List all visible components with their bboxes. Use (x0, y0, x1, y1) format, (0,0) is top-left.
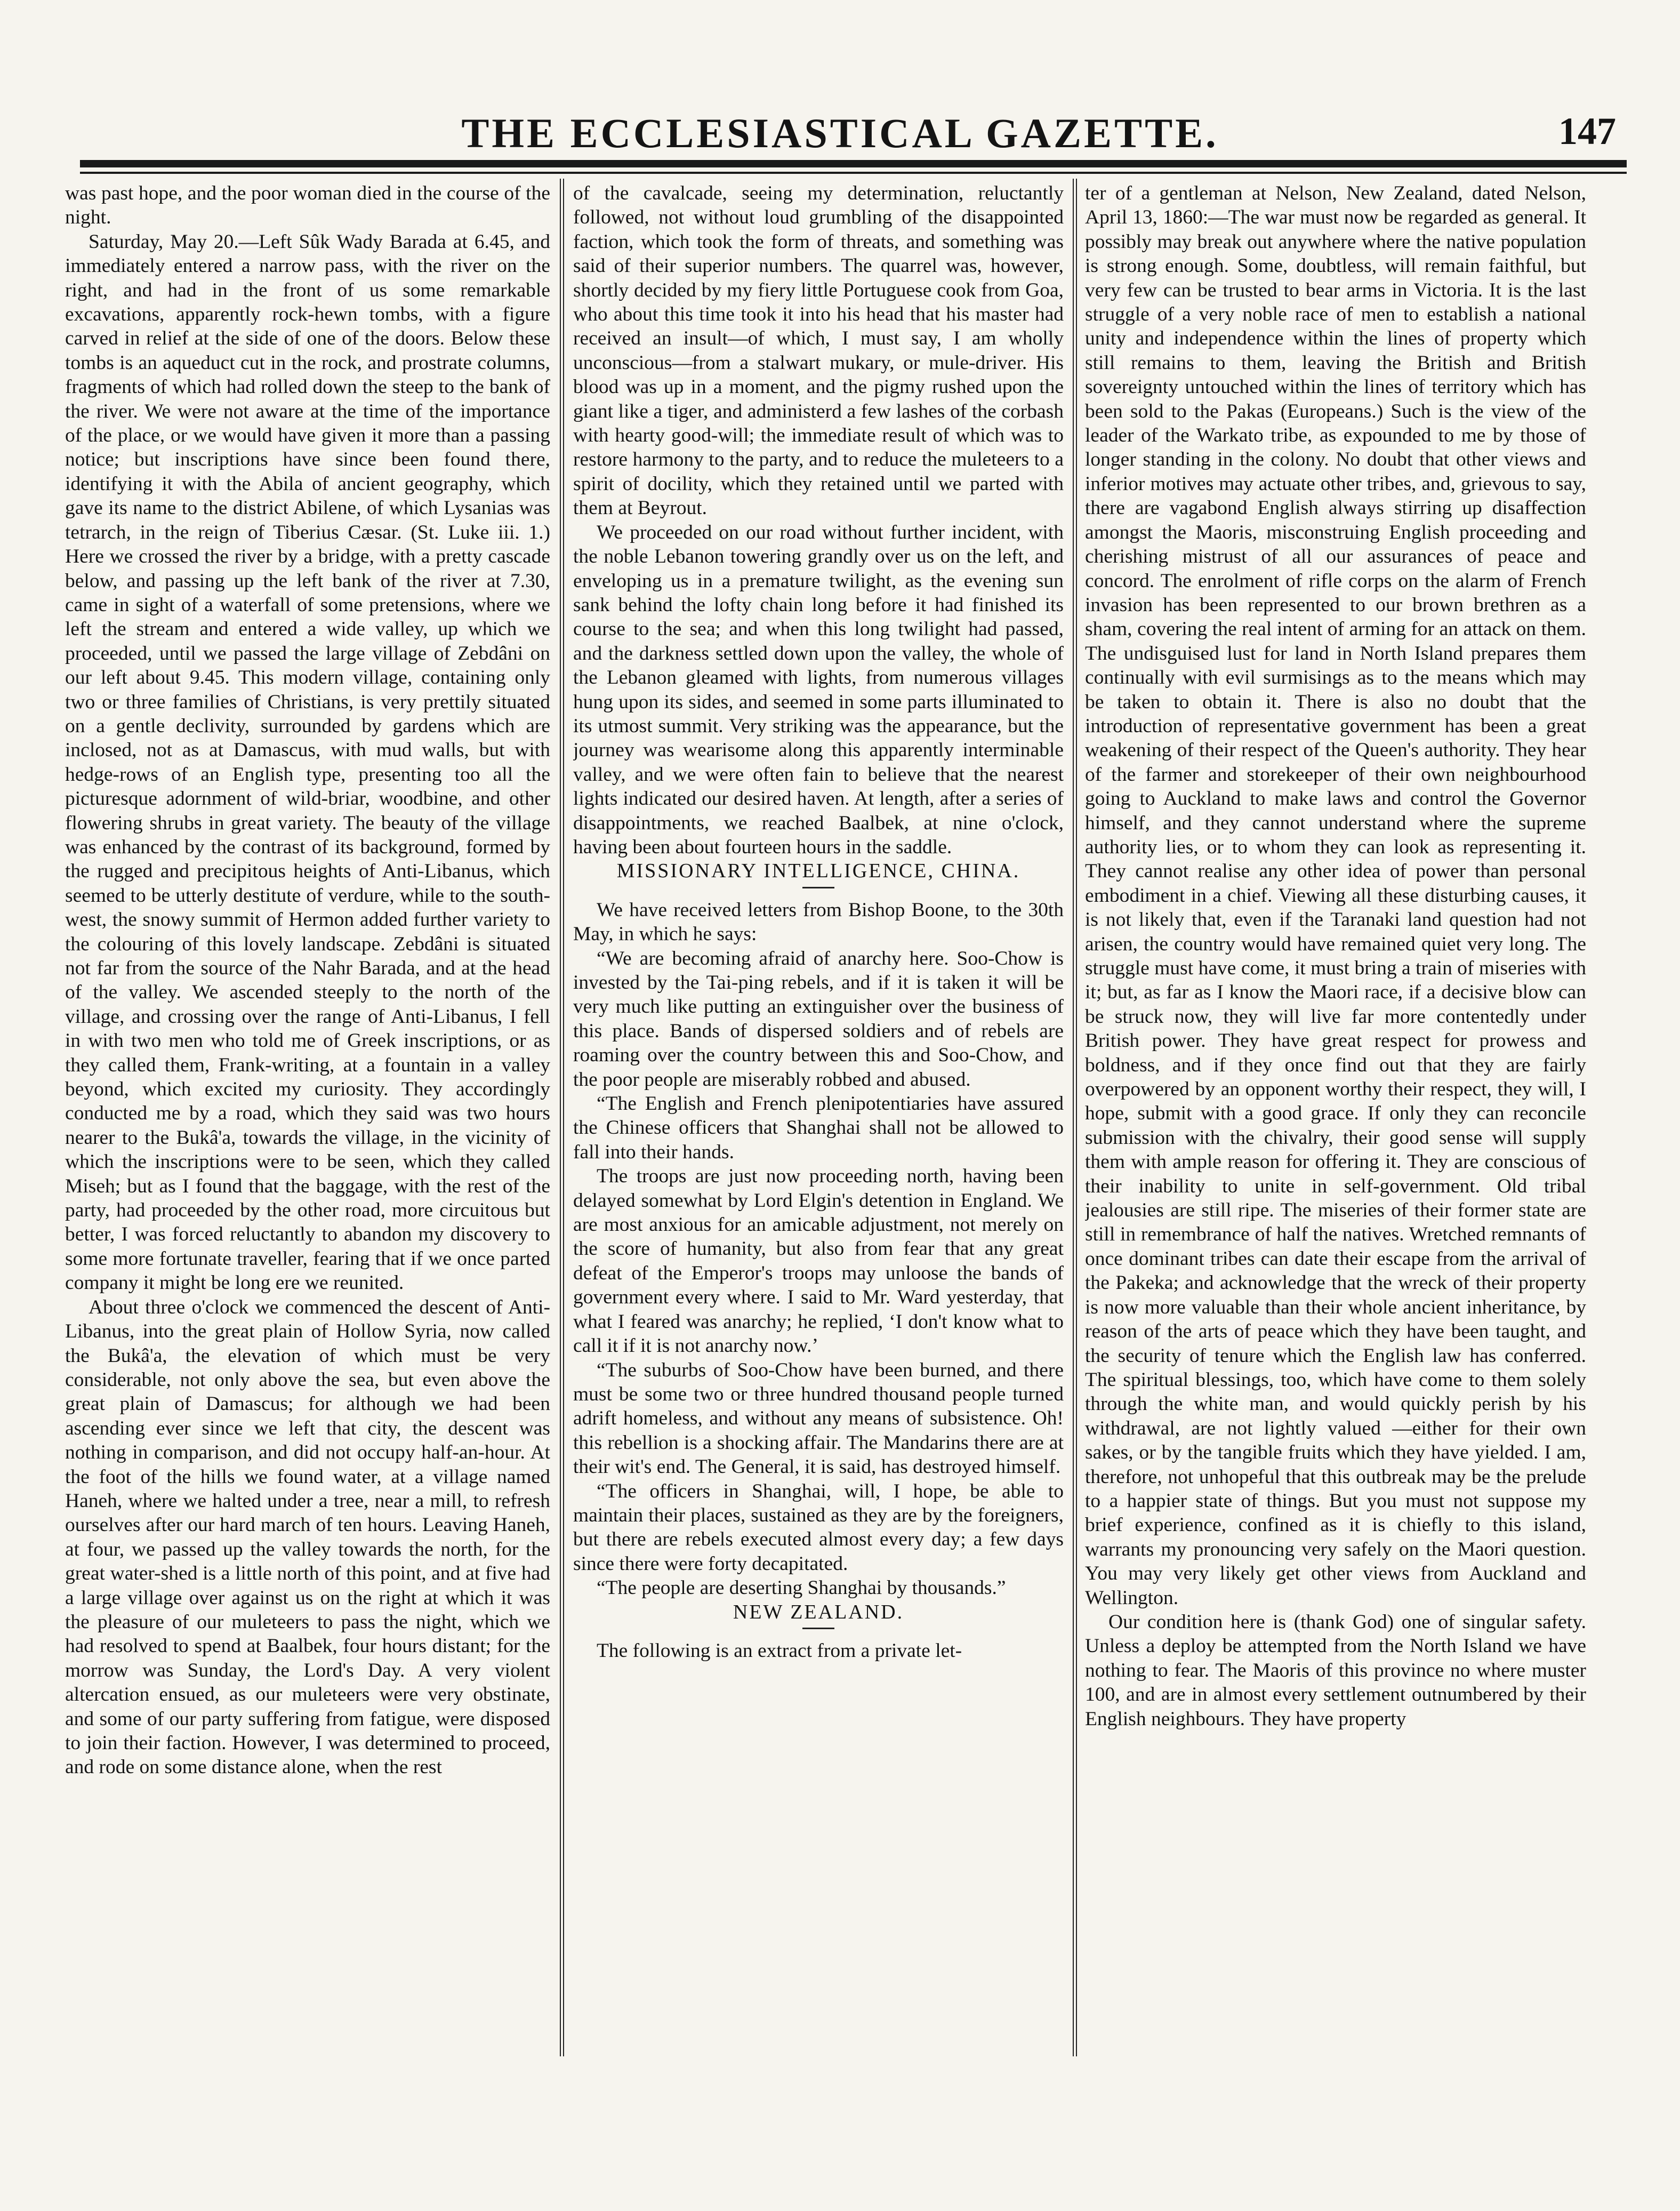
column-1 (65, 181, 550, 2051)
page-number: 147 (1558, 110, 1616, 153)
paragraph: of the cavalcade, seeing my determination, reluctantly followed, not without loud grumbling of the disappointed faction, which took the form of threats, and something was said of their superior numbers. The quarrel was, however, shortly decided by my fiery little Portuguese cook from Goa, who about this time took it into his head that his master had received an insult—of which, I must say, I am wholly unconscious—from a stalwart mukary, or mule-driver. His blood was up in a moment, and the pigmy rushed upon the giant like a tiger, and administerd a few lashes of the corbash with hearty good-will; the immediate result of which was to restore harmony to the party, and to reduce the muleteers to a spirit of docility, which they retained until we parted with them at Beyrout. (573, 182, 1064, 519)
paragraph: The troops are just now proceeding north, having been delayed somewhat by Lord Elgin's detention in England. We are most anxious for an amicable adjustment, not merely on the score of humanity, but also from fear that any great defeat of the Emperor's troops may unloose the bands of government every where. I said to Mr. Ward yesterday, that what I feared was anarchy; he replied, ‘I don't know what to call it if it is not anarchy now.’ (573, 1165, 1064, 1357)
paragraph: “The officers in Shanghai, will, I hope, be able to maintain their places, sustained as they are by the foreigners, but there are rebels executed almost every day; a few days since there were forty decapitated. (573, 1480, 1064, 1575)
paragraph: Saturday, May 20.—Left Sûk Wady Barada at 6.45, and immediately entered a narrow pass, with the river on the right, and had in the front of us some remarkable excavations, apparently rock-hewn tombs, with a figure carved in relief at the side of one of the doors. Below these tombs is an aqueduct cut in the rock, and prostrate columns, fragments of which had rolled down the steep to the bank of the river. We were not aware at the time of the importance of the place, or we would have given it more than a passing notice; but inscriptions have since been found there, identifying it with the Abila of ancient geography, which gave its name to the district Abilene, of which Lysanias was tetrarch, in the reign of Tiberius Cæsar. (St. Luke iii. 1.) Here we crossed the river by a bridge, with a pretty cascade below, and passing up the left bank of the river at 7.30, came in sight of a waterfall of some pretensions, where we left the stream and entered a wide valley, up which we proceeded, until we passed the large village of Zebdâni on our left about 9.45. This modern village, containing only two or three families of Christians, is very prettily situated on a gentle declivity, surrounded by gardens which are inclosed, not as at Damascus, with mud walls, but with hedge-rows of an English type, presenting too all the picturesque adornment of wild-briar, woodbine, and other flowering shrubs in great variety. The beauty of the village was enhanced by the contrast of its background, formed by the rugged and precipitous heights of Anti-Libanus, which seemed to be utterly destitute of verdure, while to the south-west, the snowy summit of Hermon added further variety to the colouring of this lovely landscape. Zebdâni is situated not far from the source of the Nahr Barada, and at the head of the valley. We ascended steeply to the north of the village, and crossing over the range of Anti-Libanus, I fell in with two men who told me of Greek inscriptions, or as they called them, Frank-writing, at a fountain in a valley beyond, which excited my curiosity. They accordingly conducted me by a road, which they said was two hours nearer to the Bukâ'a, towards the village, in the vicinity of which the inscriptions were to be seen, which they called Miseh; but as I found that the baggage, with the rest of the party, had proceeded by the other road, more circuitous but better, I was forced reluctantly to abandon my discovery to some more fortunate traveller, fearing that if we once parted company it might be long ere we reunited. (65, 230, 550, 1294)
section-rule (802, 887, 834, 888)
paragraph: Our condition here is (thank God) one of singular safety. Unless a deploy be attempted from the North Island we have nothing to fear. The Maoris of this province no where muster 100, and are in almost every settlement outnumbered by their English neighbours. They have property (1085, 1611, 1586, 1730)
paragraph: The following is an extract from a private let- (597, 1639, 962, 1662)
page-title: THE ECCLESIASTICAL GAZETTE. (461, 110, 1219, 156)
paragraph: “The suburbs of Soo-Chow have been burned, and there must be some two or three hundred thousand people turned adrift homeless, and without any means of subsistence. Oh! this rebellion is a shocking affair. The Mandarins there are at their wit's end. The General, it is said, has destroyed himself. (573, 1359, 1064, 1478)
column-3 (1085, 181, 1586, 2051)
column-divider-1 (560, 179, 564, 2056)
column-divider-2 (1073, 179, 1077, 2056)
paragraph: was past hope, and the poor woman died in the course of the night. (65, 182, 550, 229)
paragraph: We have received letters from Bishop Boone, to the 30th May, in which he says: (573, 899, 1064, 946)
section-heading-new-zealand: NEW ZEALAND. (733, 1600, 904, 1623)
column-2 (573, 181, 1064, 2051)
section-heading-china: MISSIONARY INTELLIGENCE, CHINA. (616, 860, 1020, 883)
paragraph: About three o'clock we commenced the descent of Anti-Libanus, into the great plain of Hollow Syria, now called the Bukâ'a, the elevation of which must be very considerable, not only above the sea, but even above the great plain of Damascus; for although we had been ascending ever since we left that city, the descent was nothing in comparison, and did not occupy half-an-hour. At the foot of the hills we found water, at a village named Haneh, where we halted under a tree, near a mill, to refresh ourselves after our hard march of ten hours. Leaving Haneh, at four, we passed up the valley towards the north, for the great water-shed is a little north of this point, and at five had a large village over against us on the right at which it was the pleasure of our muleteers to pass the night, which we had resolved to spend at Baalbek, four hours distant; for the morrow was Sunday, the Lord's Day. A very violent altercation ensued, as our muleteers were very obstinate, and some of our party suffering from fatigue, were disposed to join their faction. However, I was determined to proceed, and rode on some distance alone, when the rest (65, 1296, 550, 1779)
section-rule (802, 1628, 834, 1629)
paragraph: We proceeded on our road without further incident, with the noble Lebanon towering grandly over us on the left, and enveloping us in a premature twilight, as the evening sun sank behind the lofty chain long before it had finished its course to the sea; and when this long twilight had passed, and the darkness settled down upon the valley, the whole of the Lebanon gleamed with lights, from numerous villages hung upon its sides, and seemed in some parts illuminated to its utmost summit. Very striking was the appearance, but the journey was wearisome along this apparently interminable valley, and we were often fain to believe that the nearest lights indicated our desired haven. At length, after a series of disappointments, we reached Baalbek, at nine o'clock, having been about fourteen hours in the saddle. (573, 521, 1064, 858)
paragraph: ter of a gentleman at Nelson, New Zealand, dated Nelson, April 13, 1860:—The war must now be regarded as general. It possibly may break out anywhere where the native population is strong enough. Some, doubtless, will remain faithful, but very few can be trusted to bear arms in Victoria. It is the last struggle of a very noble race of men to establish a national unity and independence within the lines of property which still remains to them, leaving the British and British sovereignty untouched within the lines of territory which has been sold to the Pakas (Europeans.) Such is the view of the leader of the Warkato tribe, as expounded to me by those of longer standing in the colony. No doubt that other views and inferior motives may actuate other tribes, and, grievous to say, there are vagabond English always stirring up disaffection amongst the Maoris, misconstruing English proceeding and cherishing mistrust of all our assurances of peace and concord. The enrolment of rifle corps on the alarm of French invasion has been represented to our brown brethren as a sham, covering the real intent of arming for an attack on them. The undisguised lust for land in North Island prepares them continually with evil surmisings as to the means which may be taken to obtain it. There is also no doubt that the introduction of representative government has been a great weakening of their respect of the Queen's authority. They hear of the farmer and storekeeper of their own neighbourhood going to Auckland to make laws and control the Governor himself, and they cannot understand where the supreme authority lies, or to whom they can look as representing it. They cannot realise any other idea of power than personal embodiment in a chief. Viewing all these disturbing causes, it is not likely that, even if the Taranaki land question had not arisen, the country would have remained quiet very long. The struggle must have come, it must bring a train of miseries with it; but, as far as I know the Maori race, if a decisive blow can be struck now, they will live far more contentedly under British power. They have great respect for prowess and boldness, and if they once find out that they are fairly overpowered by an opponent worthy their respect, they will, I hope, submit with a good grace. If only they can reconcile submission with the chivalry, their good sense will supply them with ample reason for offering it. They are conscious of their inability to unite in self-government. Old tribal jealousies are still ripe. The miseries of their former state are still in remembrance of half the natives. Wretched remnants of once dominant tribes can date their escape from the arrival of the Pakeka; and acknowledge that the wreck of their property is now more valuable than their whole ancient inheritance, by reason of the arts of peace which they have been taught, and the security of tenure which the English law has conferred. The spiritual blessings, too, which have come to them solely through the white man, and would quickly perish by his withdrawal, are not lightly valued —either for their own sakes, or by the tangible fruits which they have yielded. I am, therefore, not unhopeful that this outbreak may be the prelude to a happier state of things. But you must not suppose my brief experience, confined as it is chiefly to this island, warrants my pronouncing very safely on the Maori question. You may very likely get other views from Auckland and Wellington. (1085, 182, 1586, 1609)
header-rule-thick (80, 160, 1627, 167)
paragraph: “The people are deserting Shanghai by thousands.” (597, 1577, 1006, 1599)
paragraph: “The English and French plenipotentiaries have assured the Chinese officers that Shanghai shall not be allowed to fall into their hands. (573, 1093, 1064, 1163)
header-rule-thin (80, 172, 1627, 174)
paragraph: “We are becoming afraid of anarchy here. Soo-Chow is invested by the Tai-ping rebels, and if it is taken it will be very much like putting an extinguisher over the business of this place. Bands of dispersed soldiers and of rebels are roaming over the country between this and Soo-Chow, and the poor people are miserably robbed and abused. (573, 947, 1064, 1091)
